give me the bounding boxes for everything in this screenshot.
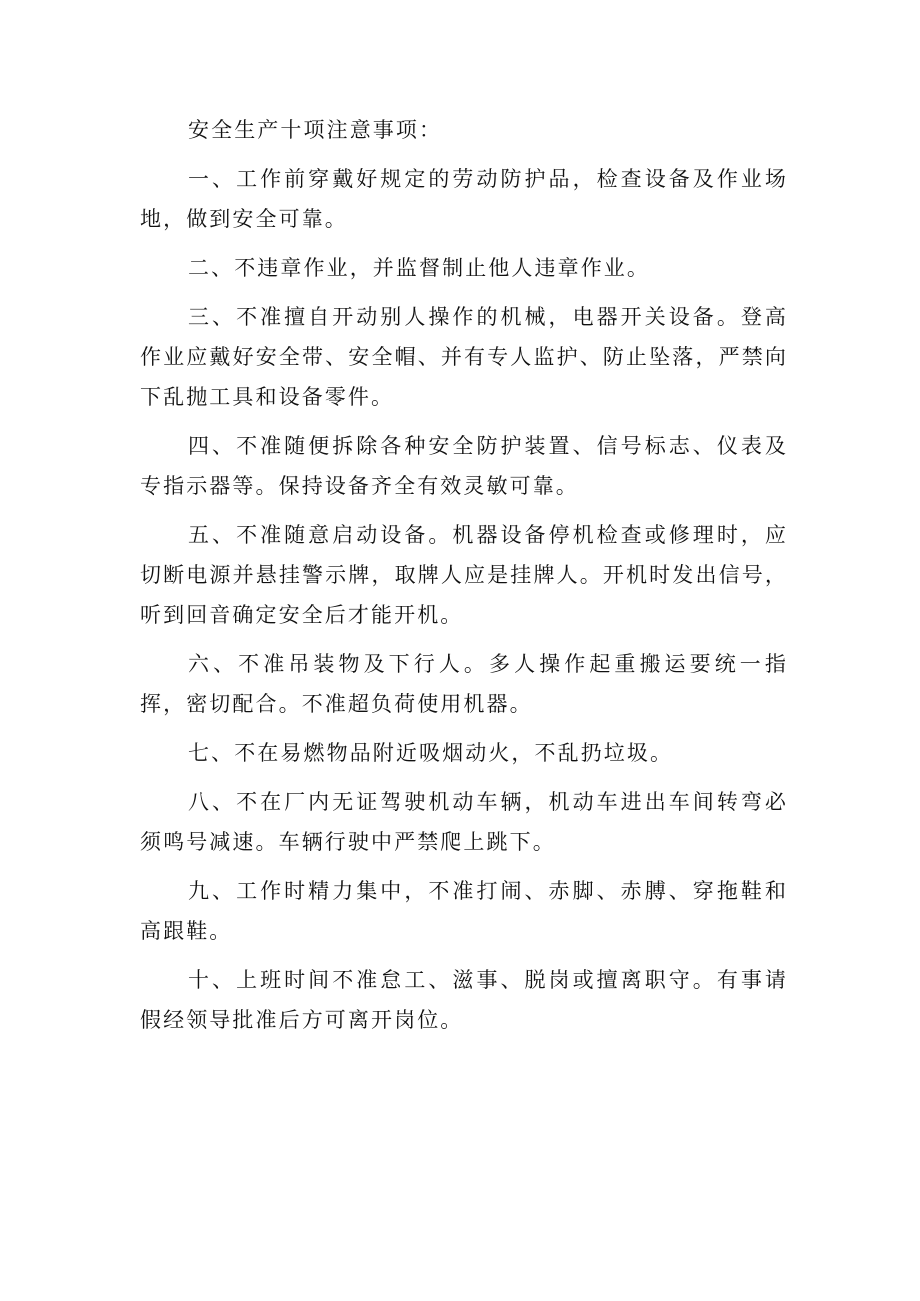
rule-item-1: 一、工作前穿戴好规定的劳动防护品，检查设备及作业场地，做到安全可靠。 (140, 167, 788, 231)
rule-item-8: 八、不在厂内无证驾驶机动车辆，机动车进出车间转弯必须鸣号减速。车辆行驶中严禁爬上跳下。 (140, 790, 788, 854)
rule-item-2: 二、不违章作业，并监督制止他人违章作业。 (188, 256, 650, 280)
rule-item-7: 七、不在易燃物品附近吸烟动火，不乱扔垃圾。 (188, 741, 674, 765)
document-body (140, 110, 788, 1049)
rule-item-6: 六、不准吊装物及下行人。多人操作起重搬运要统一指挥，密切配合。不准超负荷使用机器。 (140, 652, 788, 716)
rule-item-4: 四、不准随便拆除各种安全防护装置、信号标志、仪表及专指示器等。保持设备齐全有效灵敏可靠。 (140, 434, 788, 498)
rule-item-9: 九、工作时精力集中，不准打闹、赤脚、赤膊、穿拖鞋和高跟鞋。 (140, 879, 788, 943)
rule-item-3: 三、不准擅自开动别人操作的机械，电器开关设备。登高作业应戴好安全带、安全帽、并有专人监护、防止坠落，严禁向下乱抛工具和设备零件。 (140, 305, 788, 409)
rule-item-10: 十、上班时间不准怠工、滋事、脱岗或擅离职守。有事请假经领导批准后方可离开岗位。 (140, 968, 788, 1032)
document-heading: 安全生产十项注意事项： (188, 118, 443, 142)
rule-item-5: 五、不准随意启动设备。机器设备停机检查或修理时，应切断电源并悬挂警示牌，取牌人应是挂牌人。开机时发出信号，听到回音确定安全后才能开机。 (140, 523, 788, 627)
